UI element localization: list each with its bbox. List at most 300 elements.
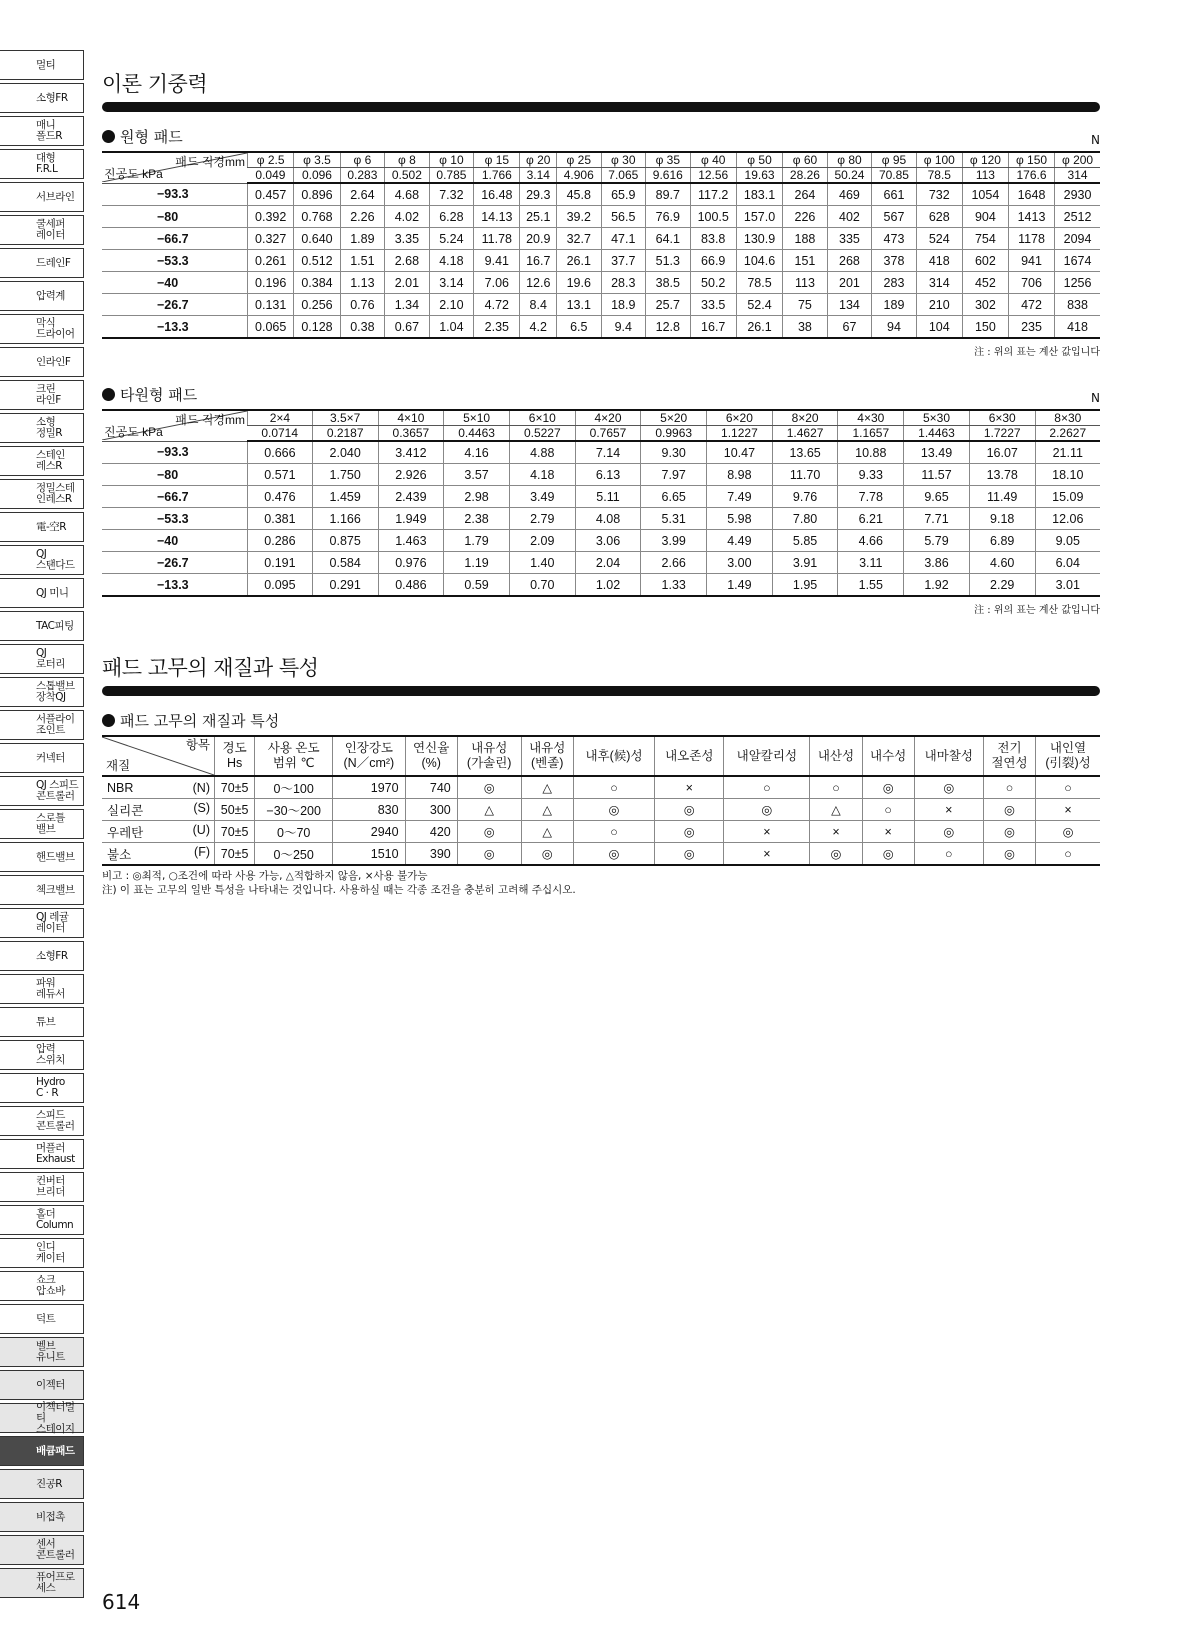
value-cell: 104 [916,316,962,339]
header-line: (引裂)성 [1045,756,1091,770]
value-cell: 151 [783,250,828,272]
sidebar-tab[interactable]: 홀더 Column [0,1205,84,1235]
value-cell: 5.98 [707,508,773,530]
rating-cell: ◎ [521,843,573,866]
vacuum-level: −40 [102,272,248,294]
value-cell: 5.31 [641,508,707,530]
value-cell: 2.38 [444,508,510,530]
hardness-cell: 70±5 [215,843,255,866]
value-cell: 183.1 [736,183,782,206]
sidebar-tab[interactable]: Hydro C · R [0,1073,84,1103]
value-cell: 11.70 [772,464,838,486]
rating-cell: × [655,776,724,799]
sidebar-tab[interactable]: 쇼크 압쇼바 [0,1271,84,1301]
value-cell: 189 [872,294,917,316]
rating-cell: △ [521,799,573,821]
sidebar-index [0,50,84,1601]
value-cell: 4.88 [509,441,575,464]
value-cell: 1.89 [340,228,385,250]
column-header: 6×10 [509,410,575,426]
material-name: 우레탄 [107,825,144,840]
value-cell: 2.439 [378,486,444,508]
value-cell: 4.60 [969,552,1035,574]
column-header: φ 95 [872,152,917,168]
material-code: (N) [192,780,210,795]
column-header [724,736,810,776]
rating-cell: ◎ [914,821,983,843]
value-cell: 1.13 [340,272,385,294]
sidebar-tab[interactable]: 인디 케이터 [0,1238,84,1268]
value-cell: 1.33 [641,574,707,597]
sidebar-tab[interactable]: 이젝터멀티 스테이지 [0,1403,84,1433]
value-cell: 524 [916,228,962,250]
sidebar-tab[interactable]: 스피드 콘트롤러 [0,1106,84,1136]
column-header [573,736,654,776]
oval-pad-table [102,409,1100,597]
table-corner-header [102,410,248,441]
sidebar-tab[interactable]: 멀티 [0,50,84,80]
sidebar-tab[interactable]: 스로틀 밸브 [0,809,84,839]
table-row [102,183,1100,206]
vacuum-level: −13.3 [102,316,248,339]
value-cell: 13.78 [969,464,1035,486]
sidebar-tab[interactable]: 퓨어프로 세스 [0,1568,84,1598]
value-cell: 314 [916,272,962,294]
header-line: 절연성 [991,756,1028,770]
value-cell: 1.55 [838,574,904,597]
value-cell: 9.4 [601,316,646,339]
sidebar-tab[interactable]: 배큠패드 [0,1436,84,1466]
area-cell: 19.63 [736,168,782,184]
value-cell: 4.18 [509,464,575,486]
sidebar-tab[interactable]: 튜브 [0,1007,84,1037]
sidebar-tab[interactable]: 드레인F [0,248,84,278]
area-cell: 78.5 [916,168,962,184]
rating-cell: ○ [573,821,654,843]
header-line: 내유성 [529,741,566,755]
value-cell: 7.06 [474,272,520,294]
column-header: φ 35 [646,152,691,168]
sidebar-tab[interactable]: QJ 로터리 [0,644,84,674]
header-line: 내오존성 [665,748,714,763]
remark-legend: 비고 : ◎최적, ○조건에 따라 사용 가능, △적합하지 않음, ×사용 불가능 [102,870,428,882]
value-cell: 3.35 [385,228,430,250]
sidebar-tab[interactable]: 서브라인 [0,182,84,212]
oval-pad-note: 注 : 위의 표는 계산 값입니다 [974,605,1100,616]
value-cell: 11.57 [904,464,970,486]
value-cell: 1.04 [429,316,474,339]
sidebar-tab[interactable]: 파워 레듀서 [0,974,84,1004]
value-cell: 1.02 [575,574,641,597]
rating-cell: ○ [724,776,810,799]
column-header [810,736,862,776]
value-cell: 6.04 [1035,552,1100,574]
column-header: 8×20 [772,410,838,426]
value-cell: 0.768 [294,206,340,228]
sidebar-tab[interactable]: 커넥터 [0,743,84,773]
main-content [102,68,1100,897]
sidebar-tab[interactable]: QJ 미니 [0,578,84,608]
sidebar-tab[interactable]: 정밀스테 인레스R [0,479,84,509]
value-cell: 0.896 [294,183,340,206]
title-bar [102,102,1100,112]
value-cell: 0.457 [248,183,294,206]
sidebar-tab[interactable]: 머플러 Exhaust [0,1139,84,1169]
value-cell: 2.29 [969,574,1035,597]
table-row [102,294,1100,316]
value-cell: 104.6 [736,250,782,272]
value-cell: 13.65 [772,441,838,464]
rating-cell: × [862,821,914,843]
value-cell: 65.9 [601,183,646,206]
value-cell: 26.1 [557,250,602,272]
value-cell: 11.78 [474,228,520,250]
column-header: 6×30 [969,410,1035,426]
value-cell: 9.05 [1035,530,1100,552]
value-cell: 418 [916,250,962,272]
value-cell: 113 [783,272,828,294]
header-line: 내수성 [870,748,907,763]
value-cell: 3.86 [904,552,970,574]
value-cell: 7.97 [641,464,707,486]
value-cell: 0.67 [385,316,430,339]
area-cell: 9.616 [646,168,691,184]
value-cell: 1.49 [707,574,773,597]
value-cell: 2094 [1055,228,1100,250]
vacuum-level: −26.7 [102,294,248,316]
value-cell: 2.98 [444,486,510,508]
material-cell [102,776,215,799]
header-row [102,736,1100,776]
value-cell: 25.1 [520,206,557,228]
area-cell: 0.502 [385,168,430,184]
rating-cell: × [810,821,862,843]
bullet-icon [102,388,115,401]
value-cell: 5.85 [772,530,838,552]
round-pad-table [102,151,1100,339]
table-row [102,552,1100,574]
sidebar-tab[interactable]: 막식 드라이어 [0,314,84,344]
value-cell: 38.5 [646,272,691,294]
area-row [102,168,1100,184]
sidebar-tab[interactable]: 스테인 레스R [0,446,84,476]
value-cell: 4.72 [474,294,520,316]
rating-cell: ◎ [655,843,724,866]
sidebar-tab[interactable]: 인라인F [0,347,84,377]
temp-cell: 0～100 [255,776,333,799]
column-header: φ 8 [385,152,430,168]
value-cell: 4.16 [444,441,510,464]
header-line: 사용 온도 [267,741,320,755]
sidebar-tab[interactable]: 소형FR [0,83,84,113]
value-cell: 472 [1008,294,1054,316]
value-cell: 754 [962,228,1008,250]
vacuum-level: −66.7 [102,228,248,250]
table-corner-header [102,152,248,183]
value-cell: 37.7 [601,250,646,272]
elongation-cell: 390 [405,843,457,866]
value-cell: 56.5 [601,206,646,228]
value-cell: 602 [962,250,1008,272]
value-cell: 0.384 [294,272,340,294]
vacuum-level: −66.7 [102,486,248,508]
value-cell: 16.48 [474,183,520,206]
sidebar-tab[interactable]: QJ 스피드 콘트롤러 [0,776,84,806]
table-corner-header [102,736,215,776]
area-cell: 176.6 [1008,168,1054,184]
area-cell: 1.766 [474,168,520,184]
table-row [102,776,1100,799]
value-cell: 838 [1055,294,1100,316]
sidebar-tab[interactable]: QJ 스탠다드 [0,545,84,575]
value-cell: 3.14 [429,272,474,294]
value-cell: 268 [827,250,872,272]
temp-cell: 0～250 [255,843,333,866]
table-row [102,799,1100,821]
value-cell: 0.486 [378,574,444,597]
sidebar-tab[interactable]: 소형FR [0,941,84,971]
sidebar-tab[interactable]: 압력계 [0,281,84,311]
value-cell: 2.09 [509,530,575,552]
value-cell: 3.00 [707,552,773,574]
value-cell: 4.02 [385,206,430,228]
material-code: (F) [194,844,210,859]
area-cell: 0.4463 [444,426,510,442]
round-pad-note: 注 : 위의 표는 계산 값입니다 [974,347,1100,358]
area-cell: 0.7657 [575,426,641,442]
value-cell: 134 [827,294,872,316]
value-cell: 130.9 [736,228,782,250]
value-cell: 1.19 [444,552,510,574]
value-cell: 89.7 [646,183,691,206]
material-cell [102,799,215,821]
rating-cell: ◎ [457,776,521,799]
value-cell: 1674 [1055,250,1100,272]
value-cell: 5.24 [429,228,474,250]
rating-cell: × [914,799,983,821]
value-cell: 0.476 [248,486,313,508]
sidebar-tab[interactable]: 핸드밸브 [0,842,84,872]
value-cell: 19.6 [557,272,602,294]
value-cell: 3.01 [1035,574,1100,597]
sidebar-tab[interactable]: 진공R [0,1469,84,1499]
sidebar-tab[interactable]: 첵크밸브 [0,875,84,905]
value-cell: 51.3 [646,250,691,272]
rating-cell: ○ [983,776,1035,799]
rating-cell: ◎ [862,776,914,799]
column-header [457,736,521,776]
sidebar-tab[interactable]: 소형 정밀R [0,413,84,443]
value-cell: 1.51 [340,250,385,272]
value-cell: 0.571 [248,464,313,486]
value-cell: 6.89 [969,530,1035,552]
value-cell: 100.5 [690,206,736,228]
value-cell: 16.7 [520,250,557,272]
value-cell: 18.9 [601,294,646,316]
header-line: 전기 [997,741,1022,755]
value-cell: 9.41 [474,250,520,272]
header-row [102,410,1100,426]
tensile-cell: 1970 [333,776,405,799]
value-cell: 20.9 [520,228,557,250]
value-cell: 4.18 [429,250,474,272]
sidebar-tab[interactable]: 대형 F.R.L [0,149,84,179]
header-line: 내유성 [471,741,508,755]
table-row [102,486,1100,508]
value-cell: 14.13 [474,206,520,228]
sidebar-tab[interactable]: 크린 라인F [0,380,84,410]
value-cell: 3.99 [641,530,707,552]
value-cell: 47.1 [601,228,646,250]
value-cell: 3.57 [444,464,510,486]
area-cell: 0.9963 [641,426,707,442]
area-cell: 2.2627 [1035,426,1100,442]
vacuum-level: −53.3 [102,508,248,530]
column-header: φ 150 [1008,152,1054,168]
column-header: 2×4 [248,410,313,426]
value-cell: 50.2 [690,272,736,294]
value-cell: 452 [962,272,1008,294]
value-cell: 473 [872,228,917,250]
value-cell: 3.91 [772,552,838,574]
rating-cell: ◎ [1036,821,1100,843]
table-row [102,206,1100,228]
value-cell: 2512 [1055,206,1100,228]
header-line: (%) [421,756,441,770]
area-cell: 0.2187 [312,426,378,442]
value-cell: 3.412 [378,441,444,464]
value-cell: 10.88 [838,441,904,464]
rating-cell: ○ [573,776,654,799]
material-name: 실리콘 [107,803,144,818]
area-cell: 0.283 [340,168,385,184]
value-cell: 210 [916,294,962,316]
column-header [862,736,914,776]
value-cell: 11.49 [969,486,1035,508]
sidebar-tab[interactable]: 덕트 [0,1304,84,1334]
column-header: φ 50 [736,152,782,168]
value-cell: 0.640 [294,228,340,250]
vacuum-level: −93.3 [102,183,248,206]
value-cell: 2.926 [378,464,444,486]
value-cell: 1054 [962,183,1008,206]
column-header [405,736,457,776]
sidebar-tab[interactable]: 센서 콘트롤러 [0,1535,84,1565]
rating-cell: ◎ [862,843,914,866]
sidebar-tab[interactable]: QJ 레귤 레이터 [0,908,84,938]
table-row [102,574,1100,597]
value-cell: 5.11 [575,486,641,508]
column-header: 6×20 [707,410,773,426]
page-number: 614 [102,1590,141,1614]
value-cell: 6.13 [575,464,641,486]
round-pad-unit: N [1091,133,1100,147]
value-cell: 94 [872,316,917,339]
sidebar-tab[interactable]: 쿨세퍼 레이터 [0,215,84,245]
value-cell: 9.18 [969,508,1035,530]
value-cell: 4.08 [575,508,641,530]
bullet-icon [102,714,115,727]
oval-pad-heading [102,384,1100,405]
value-cell: 78.5 [736,272,782,294]
sidebar-tab[interactable]: 스톱밸브 장착QJ [0,677,84,707]
value-cell: 1178 [1008,228,1054,250]
value-cell: 0.327 [248,228,294,250]
rating-cell: ◎ [983,799,1035,821]
column-header: 5×30 [904,410,970,426]
value-cell: 0.196 [248,272,294,294]
sidebar-tab[interactable]: 비접촉 [0,1502,84,1532]
value-cell: 302 [962,294,1008,316]
value-cell: 32.7 [557,228,602,250]
area-cell: 0.5227 [509,426,575,442]
header-line: 내마찰성 [924,748,973,763]
area-cell: 1.4627 [772,426,838,442]
value-cell: 0.095 [248,574,313,597]
value-cell: 1.79 [444,530,510,552]
value-cell: 628 [916,206,962,228]
rating-cell: △ [457,799,521,821]
sidebar-tab[interactable]: TAC피팅 [0,611,84,641]
rating-cell: ◎ [914,776,983,799]
sidebar-tab[interactable]: 서플라이 조인트 [0,710,84,740]
value-cell: 0.392 [248,206,294,228]
value-cell: 0.256 [294,294,340,316]
value-cell: 15.09 [1035,486,1100,508]
sidebar-tab[interactable]: 이젝터 [0,1370,84,1400]
header-line: 경도 [222,741,247,755]
value-cell: 1.34 [385,294,430,316]
value-cell: 2.64 [340,183,385,206]
vacuum-level: −80 [102,464,248,486]
sidebar-tab[interactable]: 벨브 유니트 [0,1337,84,1367]
value-cell: 2.68 [385,250,430,272]
value-cell: 66.9 [690,250,736,272]
value-cell: 201 [827,272,872,294]
sidebar-tab[interactable]: 매니 폴드R [0,116,84,146]
column-header: φ 25 [557,152,602,168]
column-header: 4×20 [575,410,641,426]
value-cell: 0.59 [444,574,510,597]
value-cell: 418 [1055,316,1100,339]
header-line: 내산성 [817,748,855,763]
elongation-cell: 740 [405,776,457,799]
rating-cell: △ [521,821,573,843]
rubber-heading [102,710,1100,731]
sidebar-tab[interactable]: 컨버터 브리더 [0,1172,84,1202]
column-header: φ 10 [429,152,474,168]
header-line: 범위 ℃ [272,756,315,770]
value-cell: 904 [962,206,1008,228]
rating-cell: ◎ [724,799,810,821]
rating-cell: × [724,843,810,866]
material-cell [102,843,215,866]
area-cell: 113 [962,168,1008,184]
column-header [215,736,255,776]
material-code: (U) [192,822,210,837]
value-cell: 1413 [1008,206,1054,228]
value-cell: 706 [1008,272,1054,294]
rating-cell: ○ [862,799,914,821]
area-cell: 50.24 [827,168,872,184]
value-cell: 226 [783,206,828,228]
value-cell: 1.463 [378,530,444,552]
vacuum-level: −13.3 [102,574,248,597]
value-cell: 0.291 [312,574,378,597]
sidebar-tab[interactable]: 압력 스위치 [0,1040,84,1070]
sidebar-tab[interactable]: 電-空R [0,512,84,542]
value-cell: 13.1 [557,294,602,316]
